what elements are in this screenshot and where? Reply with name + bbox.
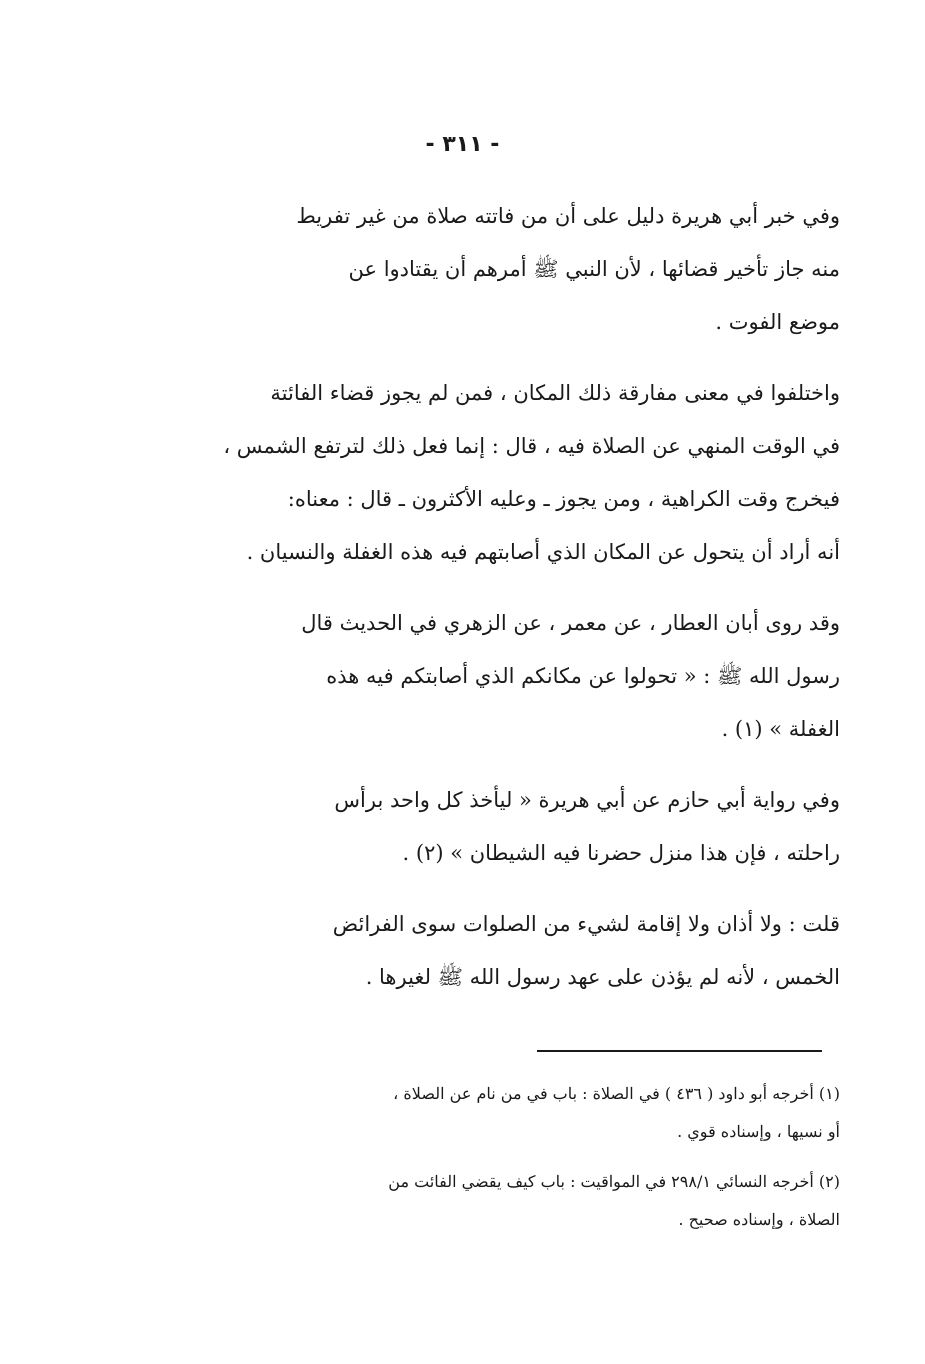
text-line: في الوقت المنهي عن الصلاة فيه ، قال : إنما فعل ذلك لترتفع الشمس ، [223, 434, 840, 458]
footnotes [160, 1075, 840, 1251]
text-line: واختلفوا في معنى مفارقة ذلك المكان ، فمن لم يجوز قضاء الفائتة [270, 381, 840, 405]
paragraph-1 [160, 190, 840, 349]
text-line: موضع الفوت . [715, 310, 840, 334]
main-text [160, 190, 840, 1022]
paragraph-5 [160, 898, 840, 1004]
text-line: الغفلة » (١) . [721, 717, 840, 741]
footnote-2 [160, 1163, 840, 1239]
text-line: فيخرج وقت الكراهية ، ومن يجوز ـ وعليه الأكثرون ـ قال : معناه: [287, 487, 840, 511]
text-line: وفي خبر أبي هريرة دليل على أن من فاتته صلاة من غير تفريط [296, 204, 840, 228]
paragraph-4 [160, 774, 840, 880]
text-line: وفي رواية أبي حازم عن أبي هريرة « ليأخذ كل واحد برأس [334, 788, 840, 812]
text-line: أنه أراد أن يتحول عن المكان الذي أصابتهم فيه هذه الغفلة والنسيان . [246, 540, 840, 564]
footnote-line: أو نسيها ، وإسناده قوي . [677, 1122, 840, 1141]
text-line: راحلته ، فإن هذا منزل حضرنا فيه الشيطان » (٢) . [402, 841, 840, 865]
text-line: الخمس ، لأنه لم يؤذن على عهد رسول الله ﷺ لغيرها . [365, 965, 840, 989]
text-line: منه جاز تأخير قضائها ، لأن النبي ﷺ أمرهم أن يقتادوا عن [348, 257, 840, 281]
footnote-line: (١) أخرجه أبو داود ( ٤٣٦ ) في الصلاة : باب في من نام عن الصلاة ، [393, 1084, 840, 1103]
text-line: قلت : ولا أذان ولا إقامة لشيء من الصلوات سوى الفرائض [332, 912, 840, 936]
footnote-1 [160, 1075, 840, 1151]
paragraph-3 [160, 597, 840, 756]
footnote-line: الصلاة ، وإسناده صحيح . [678, 1210, 840, 1229]
footnote-divider [537, 1050, 822, 1052]
paragraph-2 [160, 367, 840, 579]
text-line: وقد روى أبان العطار ، عن معمر ، عن الزهري في الحديث قال [301, 611, 840, 635]
text-line: رسول الله ﷺ : « تحولوا عن مكانكم الذي أصابتكم فيه هذه [326, 664, 840, 688]
footnote-line: (٢) أخرجه النسائي ٢٩٨/١ في المواقيت : باب كيف يقضي الفائت من [388, 1172, 840, 1191]
page-number: - ٣١١ - [425, 132, 500, 157]
